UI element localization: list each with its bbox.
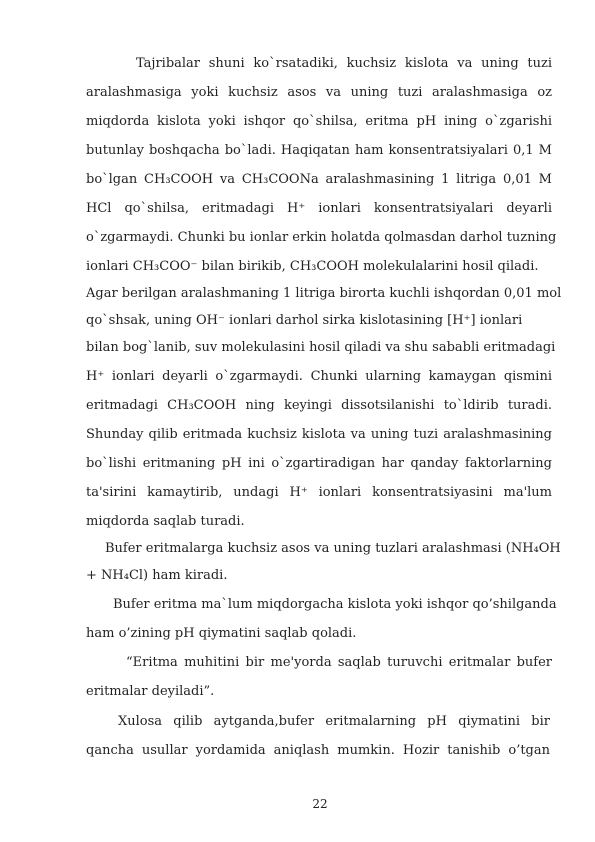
text-line: ionlari CH₃COO⁻ bilan birikib, CH₃COOH molekulalarini hosil qiladi. [86,259,539,274]
text-line: H⁺ ionlari deyarli o`zgarmaydi. Chunki ularning kamaygan qismini [86,369,552,384]
text-line: aralashmasiga yoki kuchsiz asos va uning tuzi aralashmasiga oz [86,85,552,100]
page-number: 22 [312,797,328,811]
text-line: miqdorda saqlab turadi. [86,514,245,529]
text-line: bo`lishi eritmaning pH ini o`zgartiradigan har qanday faktorlarning [86,456,552,471]
text-line: eritmadagi CH₃COOH ning keyingi dissotsilanishi to`ldirib turadi. [86,398,552,413]
text-line: butunlay boshqacha bo`ladi. Haqiqatan ham konsentratsiyalari 0,1 M [86,143,552,158]
text-line: qancha usullar yordamida aniqlash mumkin. Hozir tanishib o’tgan [86,743,550,758]
text-line: bilan bog`lanib, suv molekulasini hosil qiladi va shu sababli eritmadagi [86,340,556,355]
text-line: o`zgarmaydi. Chunki bu ionlar erkin holatda qolmasdan darhol tuzning [86,230,557,245]
text-line: qo`shsak, uning OH⁻ ionlari darhol sirka kislotasining [H⁺] ionlari [86,313,523,328]
text-line: Bufer eritma ma`lum miqdorgacha kislota yoki ishqor qo’shilganda [113,597,557,612]
text-line: ta'sirini kamaytirib, undagi H⁺ ionlari konsentratsiyasini ma'lum [86,485,552,500]
text-line: Agar berilgan aralashmaning 1 litriga birorta kuchli ishqordan 0,01 mol [86,286,562,301]
text-line: Xulosa qilib aytganda,bufer eritmalarning pH qiymatini bir [118,714,550,729]
text-line: Bufer eritmalarga kuchsiz asos va uning tuzlari aralashmasi (NH₄OH [105,541,561,556]
text-line: HCl qo`shilsa, eritmadagi H⁺ ionlari konsentratsiyalari deyarli [86,201,552,216]
text-line: eritmalar deyiladi”. [86,684,215,699]
text-line: “Eritma muhitini bir me'yorda saqlab turuvchi eritmalar bufer [126,655,552,670]
text-line: Shunday qilib eritmada kuchsiz kislota va uning tuzi aralashmasining [86,427,552,442]
text-line: Tajribalar shuni ko`rsatadiki, kuchsiz kislota va uning tuzi [136,56,552,71]
text-line: ham o’zining pH qiymatini saqlab qoladi. [86,626,357,641]
text-line: bo`lgan CH₃COOH va CH₃COONa aralashmasining 1 litriga 0,01 M [86,172,552,187]
text-line: + NH₄Cl) ham kiradi. [86,568,228,583]
text-line: miqdorda kislota yoki ishqor qo`shilsa, eritma pH ining o`zgarishi [86,114,552,129]
